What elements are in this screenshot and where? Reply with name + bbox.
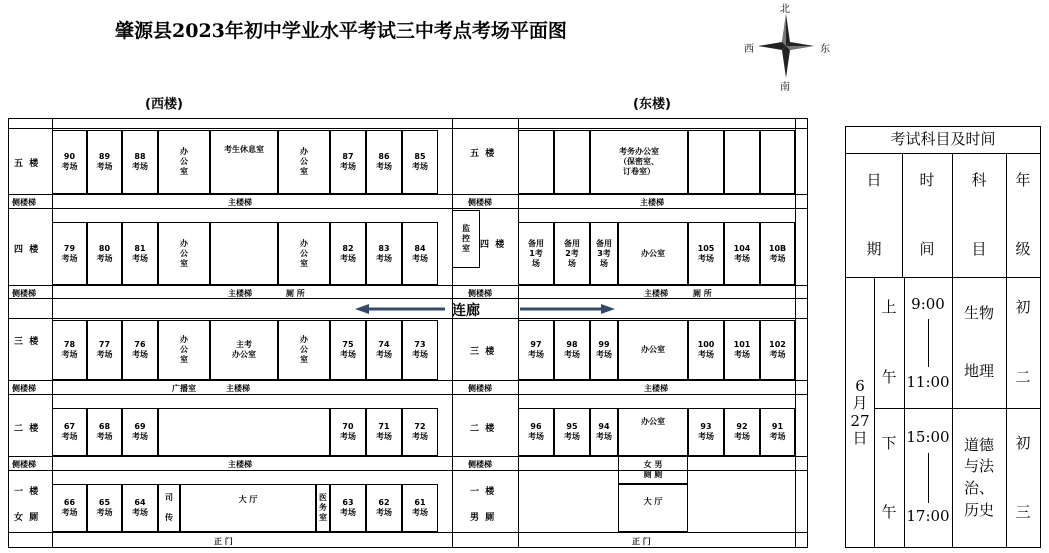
office-west-5a: 办 公 室 — [158, 130, 210, 194]
office-east-3: 办公室 — [618, 320, 688, 380]
east-1f-toilets: 女 男 厕 厕 — [618, 456, 688, 484]
schedule-title: 考试科目及时间 — [890, 130, 996, 149]
corridor-label: 连廊 — [452, 303, 480, 319]
room-68: 68 考场 — [87, 408, 122, 456]
room-91: 91 考场 — [760, 408, 795, 456]
corridor-arrow-icon — [355, 301, 615, 317]
west-floor-1-toilet: 女 厕 — [14, 513, 39, 523]
room-76: 76 考场 — [122, 320, 158, 380]
schedule-header-date: 日 期 — [866, 170, 882, 259]
room-99: 99 考场 — [590, 320, 618, 380]
candidate-rest-room: 考生休息室 — [210, 130, 278, 194]
west-lobby: 大 厅 — [180, 484, 316, 532]
schedule-date: 6 月 27 日 — [850, 377, 870, 447]
room-63: 63 考场 — [330, 484, 366, 532]
schedule-header-grade: 年 级 — [1015, 170, 1031, 259]
room-88: 88 考场 — [122, 130, 158, 194]
room-61: 61 考场 — [402, 484, 438, 532]
room-98: 98 考场 — [554, 320, 590, 380]
west-side-stair-2: 侧楼梯 — [12, 460, 36, 469]
room-100: 100 考场 — [688, 320, 724, 380]
east-main-gate: 正 门 — [632, 537, 651, 546]
compass-west: 西 — [744, 44, 754, 55]
office-west-3a: 办 公 室 — [158, 320, 210, 380]
west-floor-1-label: 一 楼 — [14, 487, 39, 497]
east-5-blank-c — [688, 130, 724, 194]
room-67: 67 考场 — [52, 408, 87, 456]
page-title: 肇源县2023年初中学业水平考试三中考点考场平面图 — [115, 20, 567, 42]
room-92: 92 考场 — [724, 408, 760, 456]
east-floor-5-label: 五 楼 — [470, 149, 495, 159]
office-east-2: 办公室 — [618, 408, 688, 456]
backup-room-1: 备用 1考 场 — [518, 222, 554, 285]
room-80: 80 考场 — [87, 222, 122, 285]
monitor-room: 监 控 室 — [452, 210, 480, 268]
room-93: 93 考场 — [688, 408, 724, 456]
west-side-stair-5: 侧楼梯 — [12, 198, 36, 207]
east-5-blank-b — [554, 130, 590, 194]
east-5-blank-a — [518, 130, 554, 194]
room-66: 66 考场 — [52, 484, 87, 532]
room-77: 77 考场 — [87, 320, 122, 380]
west-floor-5-label: 五 楼 — [14, 159, 39, 169]
room-85: 85 考场 — [402, 130, 438, 194]
west-main-gate: 正 门 — [214, 537, 233, 546]
east-building-label: (东楼) — [633, 97, 671, 112]
east-floor-3-label: 三 楼 — [470, 347, 495, 357]
compass-east: 东 — [820, 44, 830, 55]
east-5-blank-d — [724, 130, 760, 194]
west-toilet-4: 厕 所 — [286, 289, 305, 298]
room-73: 73 考场 — [402, 320, 438, 380]
room-81: 81 考场 — [122, 222, 158, 285]
room-87: 87 考场 — [330, 130, 366, 194]
exam-schedule-table — [845, 126, 1041, 548]
schedule-morning: 上 午 — [881, 298, 897, 386]
room-71: 71 考场 — [366, 408, 402, 456]
east-floor-1-label: 一 楼 — [470, 487, 495, 497]
east-lobby: 大 厅 — [618, 484, 688, 532]
east-side-stair-2: 侧楼梯 — [468, 460, 492, 469]
schedule-pm-end: 17:00 — [906, 507, 950, 526]
west-main-stair-3: 主楼梯 — [226, 384, 250, 393]
medical-room: 医 务 室 — [316, 484, 330, 532]
east-side-stair-3: 侧楼梯 — [468, 384, 492, 393]
office-west-5b: 办 公 室 — [278, 130, 330, 194]
empty-west-4 — [210, 222, 278, 285]
room-105: 105 考场 — [688, 222, 724, 285]
room-74: 74 考场 — [366, 320, 402, 380]
room-72: 72 考场 — [402, 408, 438, 456]
schedule-header-time: 时 间 — [919, 170, 935, 259]
room-64: 64 考场 — [122, 484, 158, 532]
office-west-4a: 办 公 室 — [158, 222, 210, 285]
room-75: 75 考场 — [330, 320, 366, 380]
west-building-label: (西楼) — [145, 97, 183, 112]
compass — [740, 0, 832, 92]
room-69: 69 考场 — [122, 408, 158, 456]
room-102: 102 考场 — [760, 320, 795, 380]
east-5-blank-e — [760, 130, 795, 194]
room-89: 89 考场 — [87, 130, 122, 194]
east-side-stair-5: 侧楼梯 — [468, 198, 492, 207]
east-main-stair-4: 主楼梯 — [644, 289, 668, 298]
room-104: 104 考场 — [724, 222, 760, 285]
room-70: 70 考场 — [330, 408, 366, 456]
schedule-pm-grade: 初 三 — [1015, 433, 1031, 522]
room-86: 86 考场 — [366, 130, 402, 194]
east-side-stair-4: 侧楼梯 — [468, 289, 492, 298]
schedule-am-subjects: 生物 地理 — [963, 303, 994, 380]
west-side-stair-3: 侧楼梯 — [12, 384, 36, 393]
east-floor-1-toilet: 男 厕 — [470, 513, 495, 523]
room-65: 65 考场 — [87, 484, 122, 532]
schedule-pm-start: 15:00 — [906, 428, 950, 447]
west-floor-4-label: 四 楼 — [14, 245, 39, 255]
schedule-am-end: 11:00 — [906, 373, 950, 392]
chief-examiner-office: 主考 办公室 — [210, 320, 278, 380]
schedule-am-start: 9:00 — [911, 295, 945, 314]
schedule-header-subject: 科 目 — [971, 170, 987, 259]
room-101: 101 考场 — [724, 320, 760, 380]
east-main-stair-5: 主楼梯 — [640, 198, 664, 207]
empty-west-2 — [158, 408, 330, 456]
compass-north: 北 — [780, 4, 790, 15]
room-95: 95 考场 — [554, 408, 590, 456]
room-83: 83 考场 — [366, 222, 402, 285]
room-90: 90 考场 — [52, 130, 87, 194]
east-floor-2-label: 二 楼 — [470, 424, 495, 434]
schedule-am-grade: 初 二 — [1015, 298, 1031, 386]
guard-room: 司 传 — [158, 484, 180, 532]
west-floor-3-label: 三 楼 — [14, 337, 39, 347]
schedule-pm-subjects: 道德 与法 治、 历史 — [963, 435, 994, 519]
room-103: 10B 考场 — [760, 222, 795, 285]
room-78: 78 考场 — [52, 320, 87, 380]
office-west-3b: 办 公 室 — [278, 320, 330, 380]
east-toilet-4: 厕 所 — [693, 289, 712, 298]
room-79: 79 考场 — [52, 222, 87, 285]
east-main-stair-3: 主楼梯 — [644, 384, 668, 393]
west-main-stair-5: 主楼梯 — [228, 198, 252, 207]
room-97: 97 考场 — [518, 320, 554, 380]
backup-room-2: 备用 2考 场 — [554, 222, 590, 285]
room-62: 62 考场 — [366, 484, 402, 532]
compass-south: 南 — [780, 82, 790, 93]
west-main-stair-2: 主楼梯 — [228, 460, 252, 469]
room-96: 96 考场 — [518, 408, 554, 456]
room-94: 94 考场 — [590, 408, 618, 456]
room-82: 82 考场 — [330, 222, 366, 285]
west-broadcast-room: 广播室 — [172, 384, 196, 393]
office-west-4b: 办 公 室 — [278, 222, 330, 285]
office-east-4: 办公室 — [618, 222, 688, 285]
room-84: 84 考场 — [402, 222, 438, 285]
schedule-afternoon: 下 午 — [881, 433, 897, 522]
west-main-stair-4: 主楼梯 — [228, 289, 252, 298]
exam-affairs-office: 考务办公室 （保密室、 订卷室） — [590, 130, 688, 194]
east-floor-4-label: 四 楼 — [480, 240, 505, 250]
west-side-stair-4: 侧楼梯 — [12, 289, 36, 298]
backup-room-3: 备用 3考 场 — [590, 222, 618, 285]
west-floor-2-label: 二 楼 — [14, 424, 39, 434]
